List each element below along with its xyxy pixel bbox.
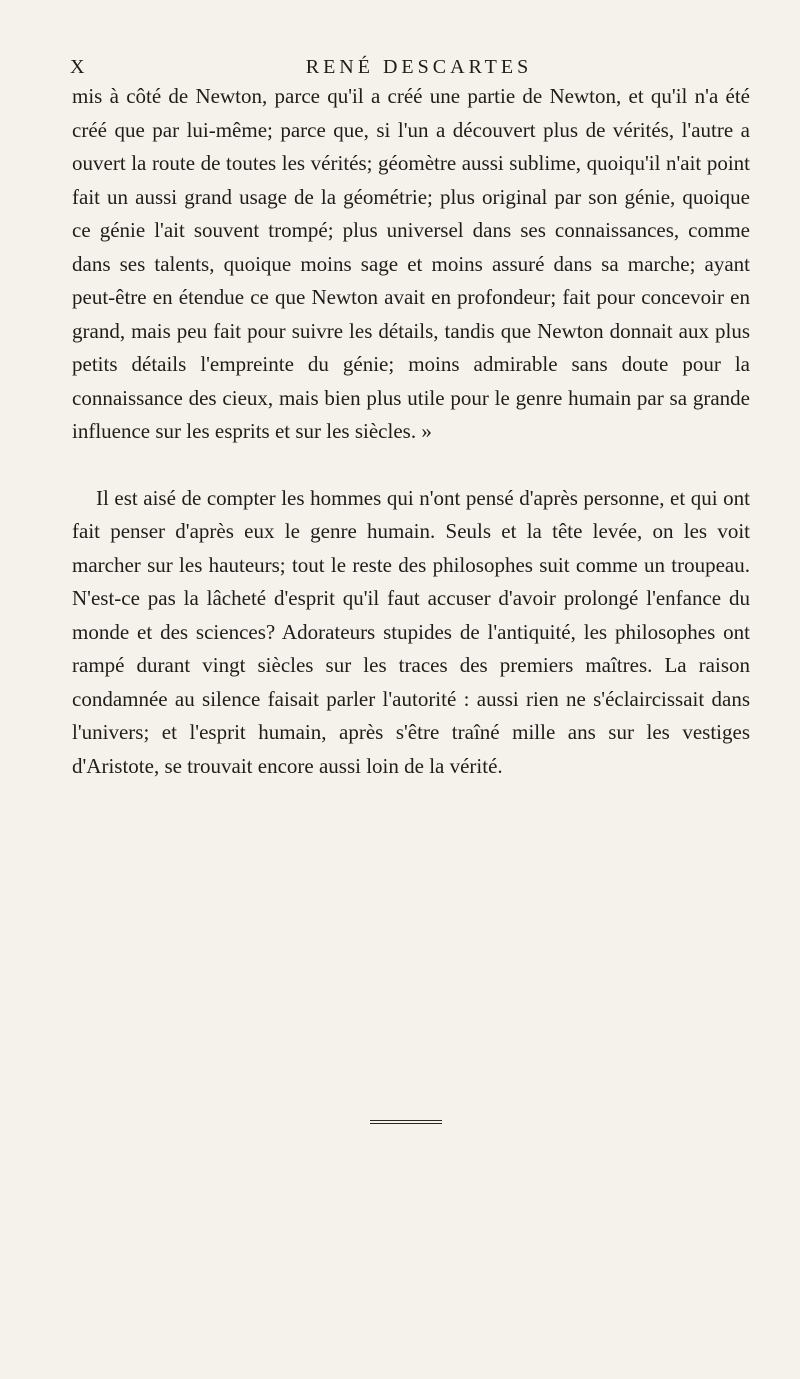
page-number: X: [70, 56, 86, 78]
paragraph: Il est aisé de compter les hommes qui n'ont pensé d'après personne, et qui ont fait penser d'après eux le genre humain. Seuls et la tête levée, on les voit marcher sur les hauteurs; tout le reste des philosophes suit comme un troupeau. N'est-ce pas la lâcheté d'esprit qu'il faut accuser d'avoir prolongé l'enfance du monde et des sciences? Adorateurs stupides de l'antiquité, les philosophes ont rampé durant vingt siècles sur les traces des premiers maîtres. La raison condamnée au silence faisait parler l'autorité : aussi rien ne s'éclaircissait dans l'univers; et l'esprit humain, après s'être traîné mille ans sur les vestiges d'Aristote, se trouvait encore aussi loin de la vérité.: [72, 485, 750, 778]
paragraph: mis à côté de Newton, parce qu'il a créé une partie de Newton, et qu'il n'a été créé que par lui-même; parce que, si l'un a découvert plus de vérités, l'autre a ouvert la route de toutes les vérités; géomètre aussi sublime, quoiqu'il n'ait point fait un aussi grand usage de la géométrie; plus original par son génie, quoique ce génie l'ait souvent trompé; plus universel dans ses connaissances, comme dans ses talents, quoique moins sage et moins assuré dans sa marche; ayant peut-être en étendue ce que Newton avait en profondeur; fait pour concevoir en grand, mais peu fait pour suivre les détails, tandis que Newton donnait aux plus petits détails l'empreinte du génie; moins admirable sans doute pour la connaissance des cieux, mais bien plus utile pour le genre humain par sa grande influence sur les esprits et sur les siècles. »: [72, 84, 750, 443]
end-rule: [370, 1120, 442, 1121]
running-title: RENÉ DESCARTES: [305, 56, 533, 78]
body-text: [72, 80, 750, 783]
end-rule: [370, 1123, 442, 1124]
